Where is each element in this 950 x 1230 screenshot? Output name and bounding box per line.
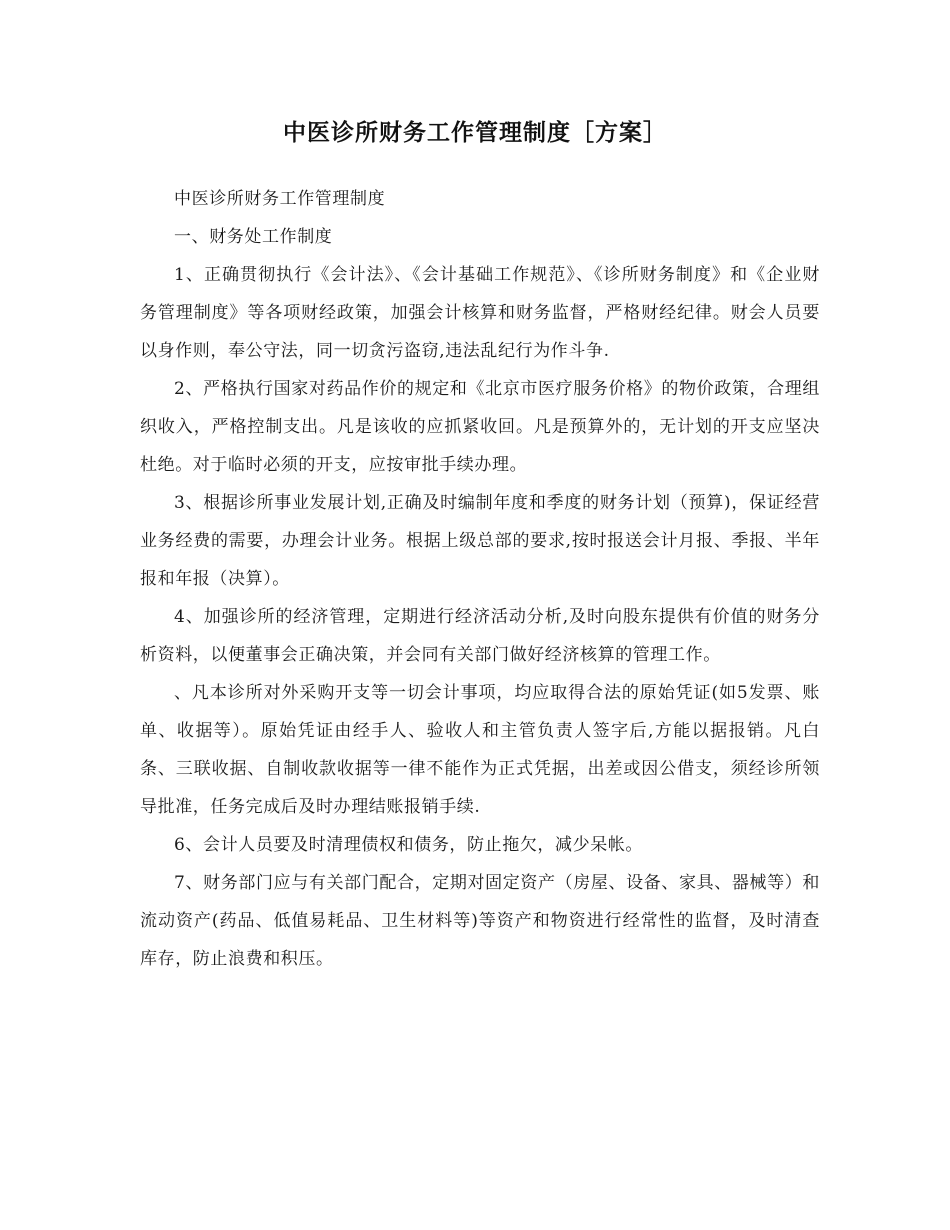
paragraph-subtitle: 中医诊所财务工作管理制度 bbox=[174, 189, 386, 209]
document-title: 中医诊所财务工作管理制度［方案］ bbox=[283, 119, 667, 146]
paragraph-item-5: 、凡本诊所对外采购开支等一切会计事项，均应取得合法的原始凭证(如5发票、账单、收据等）。原始凭证由经手人、验收人和主管负责人签字后,方能以据报销。凡白条、三联收据、自制收款收据等一律不能作为正式凭据，出差或因公借支，须经诊所领导批准，任务完成后及时办理结账报销手续. bbox=[140, 683, 820, 817]
paragraph-item-1: 1、正确贯彻执行《会计法》、《会计基础工作规范》、《诊所财务制度》和《企业财务管理制度》等各项财经政策，加强会计核算和财务监督，严格财经纪律。财会人员要以身作则，奉公守法，同一切贪污盗窃,违法乱纪行为作斗争. bbox=[140, 265, 820, 361]
paragraph-item-2: 2、严格执行国家对药品作价的规定和《北京市医疗服务价格》的物价政策，合理组织收入，严格控制支出。凡是该收的应抓紧收回。凡是预算外的，无计划的开支应坚决杜绝。对于临时必须的开支，应按审批手续办理。 bbox=[140, 379, 820, 475]
paragraph-item-4: 4、加强诊所的经济管理，定期进行经济活动分析,及时向股东提供有价值的财务分析资料，以便董事会正确决策，并会同有关部门做好经济核算的管理工作。 bbox=[140, 607, 820, 665]
paragraph-item-7: 7、财务部门应与有关部门配合，定期对固定资产（房屋、设备、家具、器械等）和流动资产(药品、低值易耗品、卫生材料等)等资产和物资进行经常性的监督，及时清查库存，防止浪费和积压。 bbox=[140, 873, 820, 969]
document-body bbox=[140, 180, 820, 978]
paragraph-section-heading: 一、财务处工作制度 bbox=[174, 227, 333, 247]
paragraph-item-6: 6、会计人员要及时清理债权和债务，防止拖欠，减少呆帐。 bbox=[174, 835, 644, 855]
paragraph-item-3: 3、根据诊所事业发展计划,正确及时编制年度和季度的财务计划（预算)，保证经营业务经费的需要，办理会计业务。根据上级总部的要求,按时报送会计月报、季报、半年报和年报（决算）。 bbox=[140, 493, 820, 589]
